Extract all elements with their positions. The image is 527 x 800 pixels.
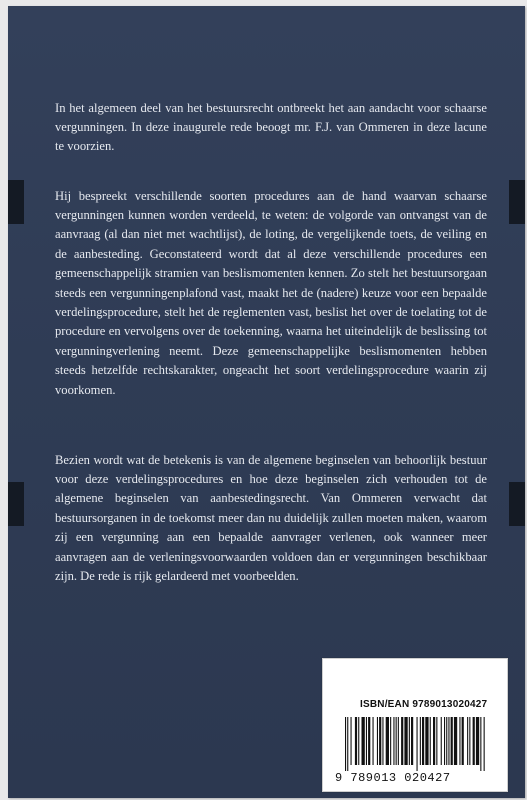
barcode-bar (401, 717, 403, 765)
barcode-bar (409, 717, 410, 765)
blurb-paragraph-3: Bezien wordt wat de betekenis is van de algemene beginselen van behoorlijk bestuur voor deze verdelingsprocedures en hoe deze beginselen zich verhouden tot de algemene beginselen van aanbestedingsrecht. Van Ommeren verwacht dat bestuursorganen in de toekomst meer dan nu duidelijk zullen moeten maken, waarom zij een vergunning aan een bepaalde aanvrager verlenen, ook wanneer meer aanvragen aan de verleningsvoorwaarden voldoen dan er vergunningen beschikbaar zijn. De rede is rijk gelardeerd met voorbeelden. (55, 452, 487, 584)
barcode-bar (480, 717, 481, 771)
barcode-bar (382, 717, 383, 765)
barcode-bar (396, 717, 397, 765)
barcode-bar (366, 717, 367, 765)
barcode-bar (454, 717, 457, 765)
barcode-bar (362, 717, 365, 765)
barcode-bar (422, 717, 424, 765)
barcode-bar (368, 717, 370, 765)
barcode-bar (473, 717, 475, 765)
blurb-paragraph-2: Hij bespreekt verschillende soorten procedures aan de hand waarvan schaarse vergunningen kunnen worden verdeeld, te weten: de volgorde van ontvangst van de aanvraag (al dan niet met wachtlijst), de loting, de vergelijkende toets, de veiling en de aanbesteding. Geconstateerd wordt dat al deze verschillende procedures een gemeenschappelijk stramien van beslismomenten kennen. Zo stelt het bestuursorgaan steeds een vergunningenplafond vast, maakt het de (nadere) keuze voor een bepaalde verdelingsprocedure, stelt het de reglementen vast, beslist het over de toelating tot de procedure en vervolgens over de toekenning, waarna het uiteindelijk de beslissing tot vergunningverlening neemt. Deze gemeenschappelijke beslismomenten hebben steeds hetzelfde rechtskarakter, ongeacht het soort verdelingsprocedure waarin zij voorkomen. (55, 188, 487, 397)
barcode-bar (448, 717, 449, 765)
barcode-bar (476, 717, 479, 765)
barcode-bar (417, 717, 418, 771)
barcode-bar (484, 717, 485, 771)
barcode-bar (467, 717, 468, 765)
barcode-bar (404, 717, 407, 765)
barcode-bar (462, 717, 464, 765)
barcode-bar (420, 717, 421, 765)
barcode-bar (355, 717, 357, 765)
barcode-bar (358, 717, 359, 765)
barcode-bar (441, 717, 442, 765)
barcode-bar (393, 717, 394, 765)
barcode-bar (446, 717, 447, 765)
isbn-label: ISBN/EAN 9789013020427 (360, 699, 488, 710)
left-edge-tab-lower (8, 482, 24, 526)
barcode-bars (345, 717, 485, 771)
barcode-bar (444, 717, 445, 765)
barcode-bar (386, 717, 389, 765)
barcode-bar (398, 717, 399, 765)
barcode-bar (347, 717, 348, 771)
barcode-sticker (322, 658, 508, 792)
barcode-bar (459, 717, 460, 765)
barcode-bar (425, 717, 428, 765)
left-edge-tab-upper (8, 180, 24, 224)
blurb-paragraph-1: In het algemeen deel van het bestuursrecht ontbreekt het aan aandacht voor schaarse vergunningen. In deze inaugurele rede beoogt mr. F.J. van Ommeren in deze lacune te voorzien. (55, 100, 487, 154)
barcode-bar (430, 717, 431, 765)
right-edge-tab-upper (509, 180, 525, 224)
barcode-bar (373, 717, 374, 765)
barcode-bar (379, 717, 381, 765)
barcode-bar (436, 717, 437, 765)
barcode-bar (345, 717, 346, 771)
barcode-bar (351, 717, 352, 765)
barcode-bar (390, 717, 391, 765)
right-edge-tab-lower (509, 482, 525, 526)
barcode-bar (377, 717, 378, 765)
barcode-bar (411, 717, 413, 765)
barcode-digits: 9 789013 020427 (335, 771, 451, 785)
barcode-bar (433, 717, 435, 765)
barcode-bar (469, 717, 470, 765)
barcode-bar (451, 717, 453, 765)
